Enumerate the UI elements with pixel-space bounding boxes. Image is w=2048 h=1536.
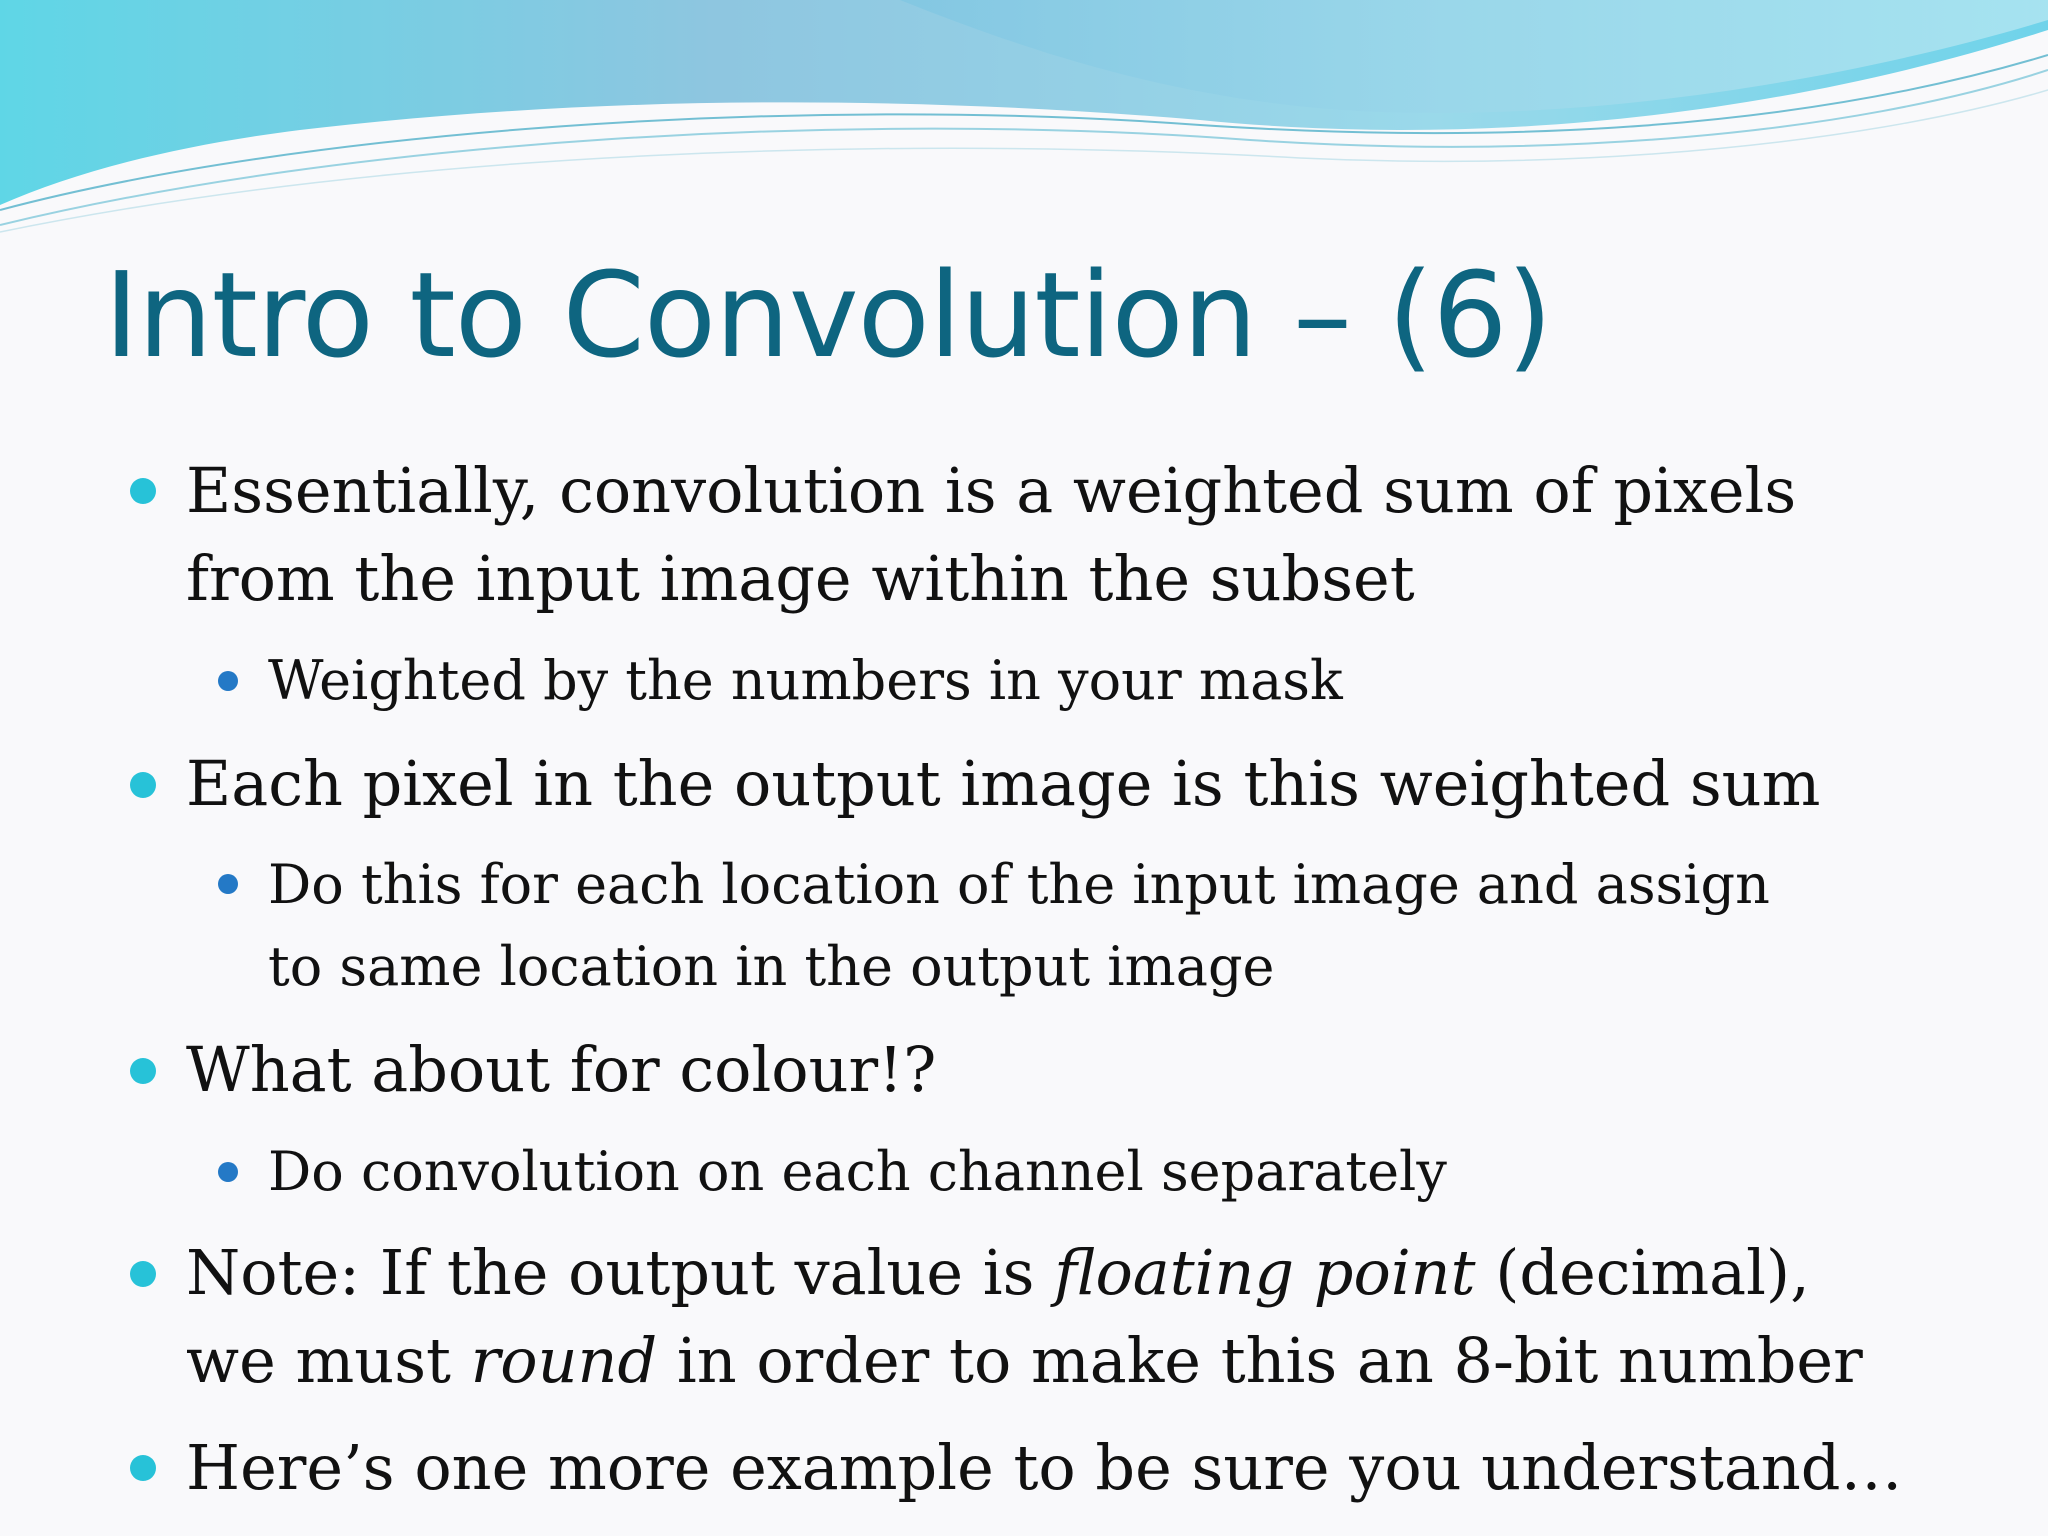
bullet-item bbox=[186, 1424, 1902, 1512]
sub-bullet-item bbox=[268, 640, 1343, 722]
sub-bullet-item bbox=[268, 844, 1770, 1008]
note-text-before: Note: If the output value is bbox=[186, 1236, 1055, 1309]
bullet-dot-icon bbox=[130, 1058, 156, 1084]
bullet-text-line: Weighted by the numbers in your mask bbox=[268, 649, 1343, 712]
sub-bullet-item bbox=[268, 1131, 1447, 1213]
bullet-text-line: Each pixel in the output image is this weighted sum bbox=[186, 747, 1821, 820]
bullet-item bbox=[186, 1026, 936, 1114]
bullet-dot-icon bbox=[130, 478, 156, 504]
slide-title: Intro to Convolution – (6) bbox=[104, 246, 1552, 384]
bullet-item bbox=[186, 447, 1796, 623]
bullet-dot-icon bbox=[130, 1261, 156, 1287]
bullet-text-line bbox=[186, 1317, 1863, 1405]
bullet-text-line: Essentially, convolution is a weighted sum of pixels bbox=[186, 454, 1797, 527]
bullet-item bbox=[186, 1229, 1863, 1405]
bullet-text-line: Here’s one more example to be sure you understand… bbox=[186, 1431, 1903, 1504]
note-text-before: we must bbox=[186, 1324, 471, 1397]
bullet-text-line bbox=[186, 1229, 1863, 1317]
note-italic-round: round bbox=[470, 1324, 658, 1397]
bullet-item bbox=[186, 740, 1820, 828]
bullet-text-line: to same location in the output image bbox=[268, 935, 1275, 998]
sub-bullet-dot-icon bbox=[218, 874, 238, 894]
note-text-after: (decimal), bbox=[1475, 1236, 1810, 1309]
sub-bullet-dot-icon bbox=[218, 671, 238, 691]
bullet-dot-icon bbox=[130, 1455, 156, 1481]
sub-bullet-dot-icon bbox=[218, 1162, 238, 1182]
bullet-text-line: What about for colour!? bbox=[186, 1033, 937, 1106]
bullet-text-line: Do convolution on each channel separately bbox=[268, 1140, 1447, 1203]
bullet-dot-icon bbox=[130, 772, 156, 798]
bullet-text-line: Do this for each location of the input image and assign bbox=[268, 853, 1770, 916]
bullet-text-line: from the input image within the subset bbox=[186, 542, 1415, 615]
note-italic-floating-point: floating point bbox=[1054, 1236, 1476, 1309]
note-text-after: in order to make this an 8-bit number bbox=[657, 1324, 1863, 1397]
